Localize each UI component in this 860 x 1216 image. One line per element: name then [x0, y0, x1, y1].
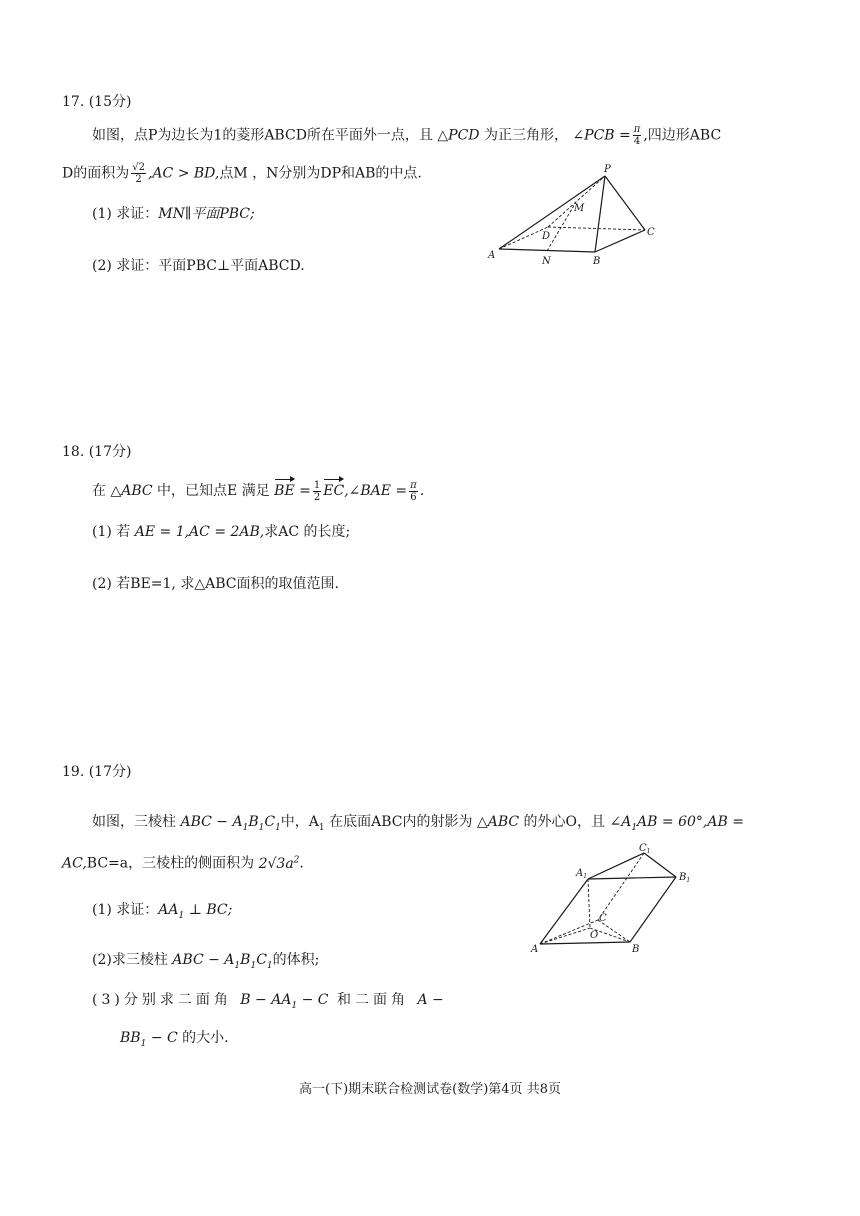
edge-BC: [595, 230, 645, 252]
fig19-label-O: O: [590, 930, 599, 941]
q19-line1: [92, 812, 744, 838]
fig17-label-C: C: [647, 227, 655, 238]
q18-angle-bae: ,∠BAE =: [344, 483, 408, 499]
edge-AP: [499, 176, 605, 249]
q17-line2-text-a: D的面积为: [62, 165, 130, 182]
q19-part1-math: [158, 902, 233, 921]
q17-part1: [92, 204, 255, 224]
q19-p3-c: − C: [301, 992, 329, 1008]
q18-frac-den: 2: [313, 491, 321, 503]
edge-CP: [605, 176, 645, 230]
q18-part1-tail: 求AC 的长度;: [264, 524, 351, 540]
q19-area: [259, 856, 300, 872]
q17-line1-text-c: ,四边形ABC: [643, 127, 722, 144]
q18-frac-pi-6: [409, 480, 418, 503]
q17-frac-sqrt2-2: [131, 162, 146, 185]
q17-line2-text-b: 点M ，N分别为DP和AB的中点.: [219, 165, 422, 182]
fig19-label-B1: $B_1$: [679, 872, 691, 884]
q19-line1-text-d: 的外心O，且: [523, 814, 606, 830]
edge-AB: [540, 942, 630, 944]
q19-part2-prism: ABC − $A_1B_1C_1$: [172, 952, 273, 971]
segment-A1O: [588, 879, 590, 928]
q19-p2-sub: 1: [234, 960, 241, 971]
q19-header: 19. (17分): [62, 764, 132, 780]
q19-part2-text-b: 的体积;: [272, 952, 320, 968]
q19-p1-tail: ⊥ BC;: [188, 902, 233, 918]
q17-part2: (2) 求证：平面PBC⊥平面ABCD.: [92, 258, 305, 274]
q17-ineq: ,AC > BD,: [147, 165, 220, 182]
page-footer: 高一(下)期末联合检测试卷(数学)第4页 共8页: [299, 1082, 561, 1097]
q18-header: 18. (17分): [62, 444, 132, 460]
q18-part1-math: AE = 1,AC = 2AB,: [134, 524, 265, 540]
q19-prism-name: ABC − $A_1B_1C_1$: [180, 814, 281, 833]
q18-part2: (2) 若BE=1, 求△ABC面积的取值范围.: [92, 576, 339, 592]
fig17-label-M: M: [574, 203, 585, 214]
fig19-label-A1: $A_1$: [576, 868, 588, 880]
q19-area-val: 2√3a: [258, 855, 294, 872]
fig17-label-D: D: [542, 231, 551, 242]
q19-line2-text-c: .: [299, 855, 304, 872]
edge-DP: [548, 176, 605, 227]
q19-p3f-sub: 1: [140, 1038, 147, 1049]
q17-frac2-den: 2: [135, 174, 142, 185]
q19-p3-b: B − AA: [240, 992, 292, 1008]
fig17-label-A: A: [488, 250, 496, 261]
segment-MN: [547, 202, 576, 251]
q19-part3-bb: [120, 1030, 178, 1049]
q17-part1-label: (1) 求证：: [92, 206, 159, 222]
q19-angle-rest: AB = 60°,AB =: [637, 814, 744, 830]
q18-frac2-den: 6: [410, 491, 417, 503]
q19-p2-prism-a: ABC − A: [172, 952, 235, 968]
q19-line2-text-b: BC=a，三棱柱的侧面积为: [86, 855, 255, 872]
q18-frac2-num: π: [410, 479, 417, 491]
q18-line1: [92, 478, 424, 503]
q19-part1: [92, 900, 232, 926]
q18-vector-be: BE: [274, 478, 295, 501]
edge-BP: [595, 176, 605, 252]
fig19-label-C: C: [599, 913, 607, 924]
q18-frac-num: 1: [313, 479, 321, 491]
q17-pyramid-figure: [484, 160, 664, 270]
q18-frac-half: [313, 480, 321, 503]
q19-part2-text-a: (2)求三棱柱: [92, 952, 168, 968]
edge-BB1: [630, 877, 676, 942]
fig19-label-A: A: [531, 944, 539, 955]
q19-part3-line2: [120, 1028, 229, 1054]
q17-triangle-symbol: △: [437, 127, 449, 144]
q19-p3-g: − C: [150, 1030, 178, 1046]
q18-equals: =: [299, 483, 311, 499]
edge-AD: [499, 227, 551, 249]
q17-line1-text-b: 为正三角形，: [483, 127, 568, 144]
q19-p3-f: BB: [120, 1030, 141, 1046]
fig19-label-B: B: [632, 944, 640, 955]
q18-part1: [92, 522, 350, 542]
q19-part3-b-aa: [240, 992, 329, 1011]
q18-triangle-abc: △ABC: [110, 483, 153, 499]
q17-line2: [62, 162, 422, 185]
q19-part3-text-h: 的大小.: [182, 1030, 229, 1046]
fig17-label-N: N: [542, 256, 551, 267]
q17-header: 17. (15分): [62, 94, 132, 110]
q19-triangle-abc: △ABC: [476, 814, 520, 830]
q17-angle-pcb: ∠PCB =: [572, 127, 631, 144]
q19-prism-a: ABC − A: [180, 814, 243, 830]
q19-part2: [92, 950, 319, 976]
fig19-label-C1: $C_1$: [639, 843, 651, 855]
q19-angle: [609, 814, 744, 833]
fig17-label-B: B: [593, 256, 601, 267]
q18-line1-text-a: 在: [92, 483, 106, 499]
q19-p3-sub: 1: [291, 1000, 298, 1011]
q19-angle-sub: 1: [631, 822, 638, 833]
q19-p1-sub: 1: [178, 910, 185, 921]
q19-line1-text-a: 如图，三棱柱: [92, 814, 176, 830]
q19-angle-a: ∠A: [609, 814, 632, 830]
q17-frac-num: π: [633, 124, 641, 135]
edge-C1B1: [644, 853, 676, 877]
segment-AO: [540, 928, 590, 944]
q19-a1-sub: 1: [318, 822, 325, 833]
q17-pcd: PCD: [448, 127, 480, 144]
q19-part3-text-a: (3)分别求二面角: [92, 992, 232, 1008]
q17-line1: [92, 124, 721, 147]
q17-frac-pi-4: [633, 124, 642, 147]
q19-p1-aa: AA: [158, 902, 179, 918]
q19-part3-e: A −: [417, 992, 444, 1008]
q19-part1-label: (1) 求证：: [92, 902, 159, 918]
q18-vector-ec: EC: [323, 478, 344, 501]
q19-line1-text-c: 在底面ABC内的射影为: [329, 814, 473, 830]
q19-line2: [62, 850, 304, 874]
edge-DC: [548, 227, 645, 230]
q19-part3-text-d: 和二面角: [336, 992, 409, 1008]
q19-area-sup: 2: [293, 855, 300, 865]
q19-line1-text-b: 中，A: [280, 814, 319, 830]
q18-part1-label: (1) 若: [92, 524, 131, 540]
q19-prism-sub: 1: [242, 822, 249, 833]
q17-frac2-num: √2: [132, 162, 145, 173]
q17-line1-text-a: 如图，点P为边长为1的菱形ABCD所在平面外一点，且: [92, 127, 433, 144]
q19-part3-line1: [92, 990, 444, 1016]
q19-prism-figure: [528, 840, 708, 962]
q18-line1-text-b: 中，已知点E 满足: [157, 483, 270, 499]
q17-frac-den: 4: [633, 136, 641, 147]
edge-A1B1: [588, 877, 676, 879]
q17-part1-math: MN∥平面PBC;: [158, 206, 255, 222]
q19-line2-ac: AC,: [62, 855, 87, 872]
q18-period: .: [419, 483, 425, 499]
fig17-label-P: P: [604, 164, 611, 175]
